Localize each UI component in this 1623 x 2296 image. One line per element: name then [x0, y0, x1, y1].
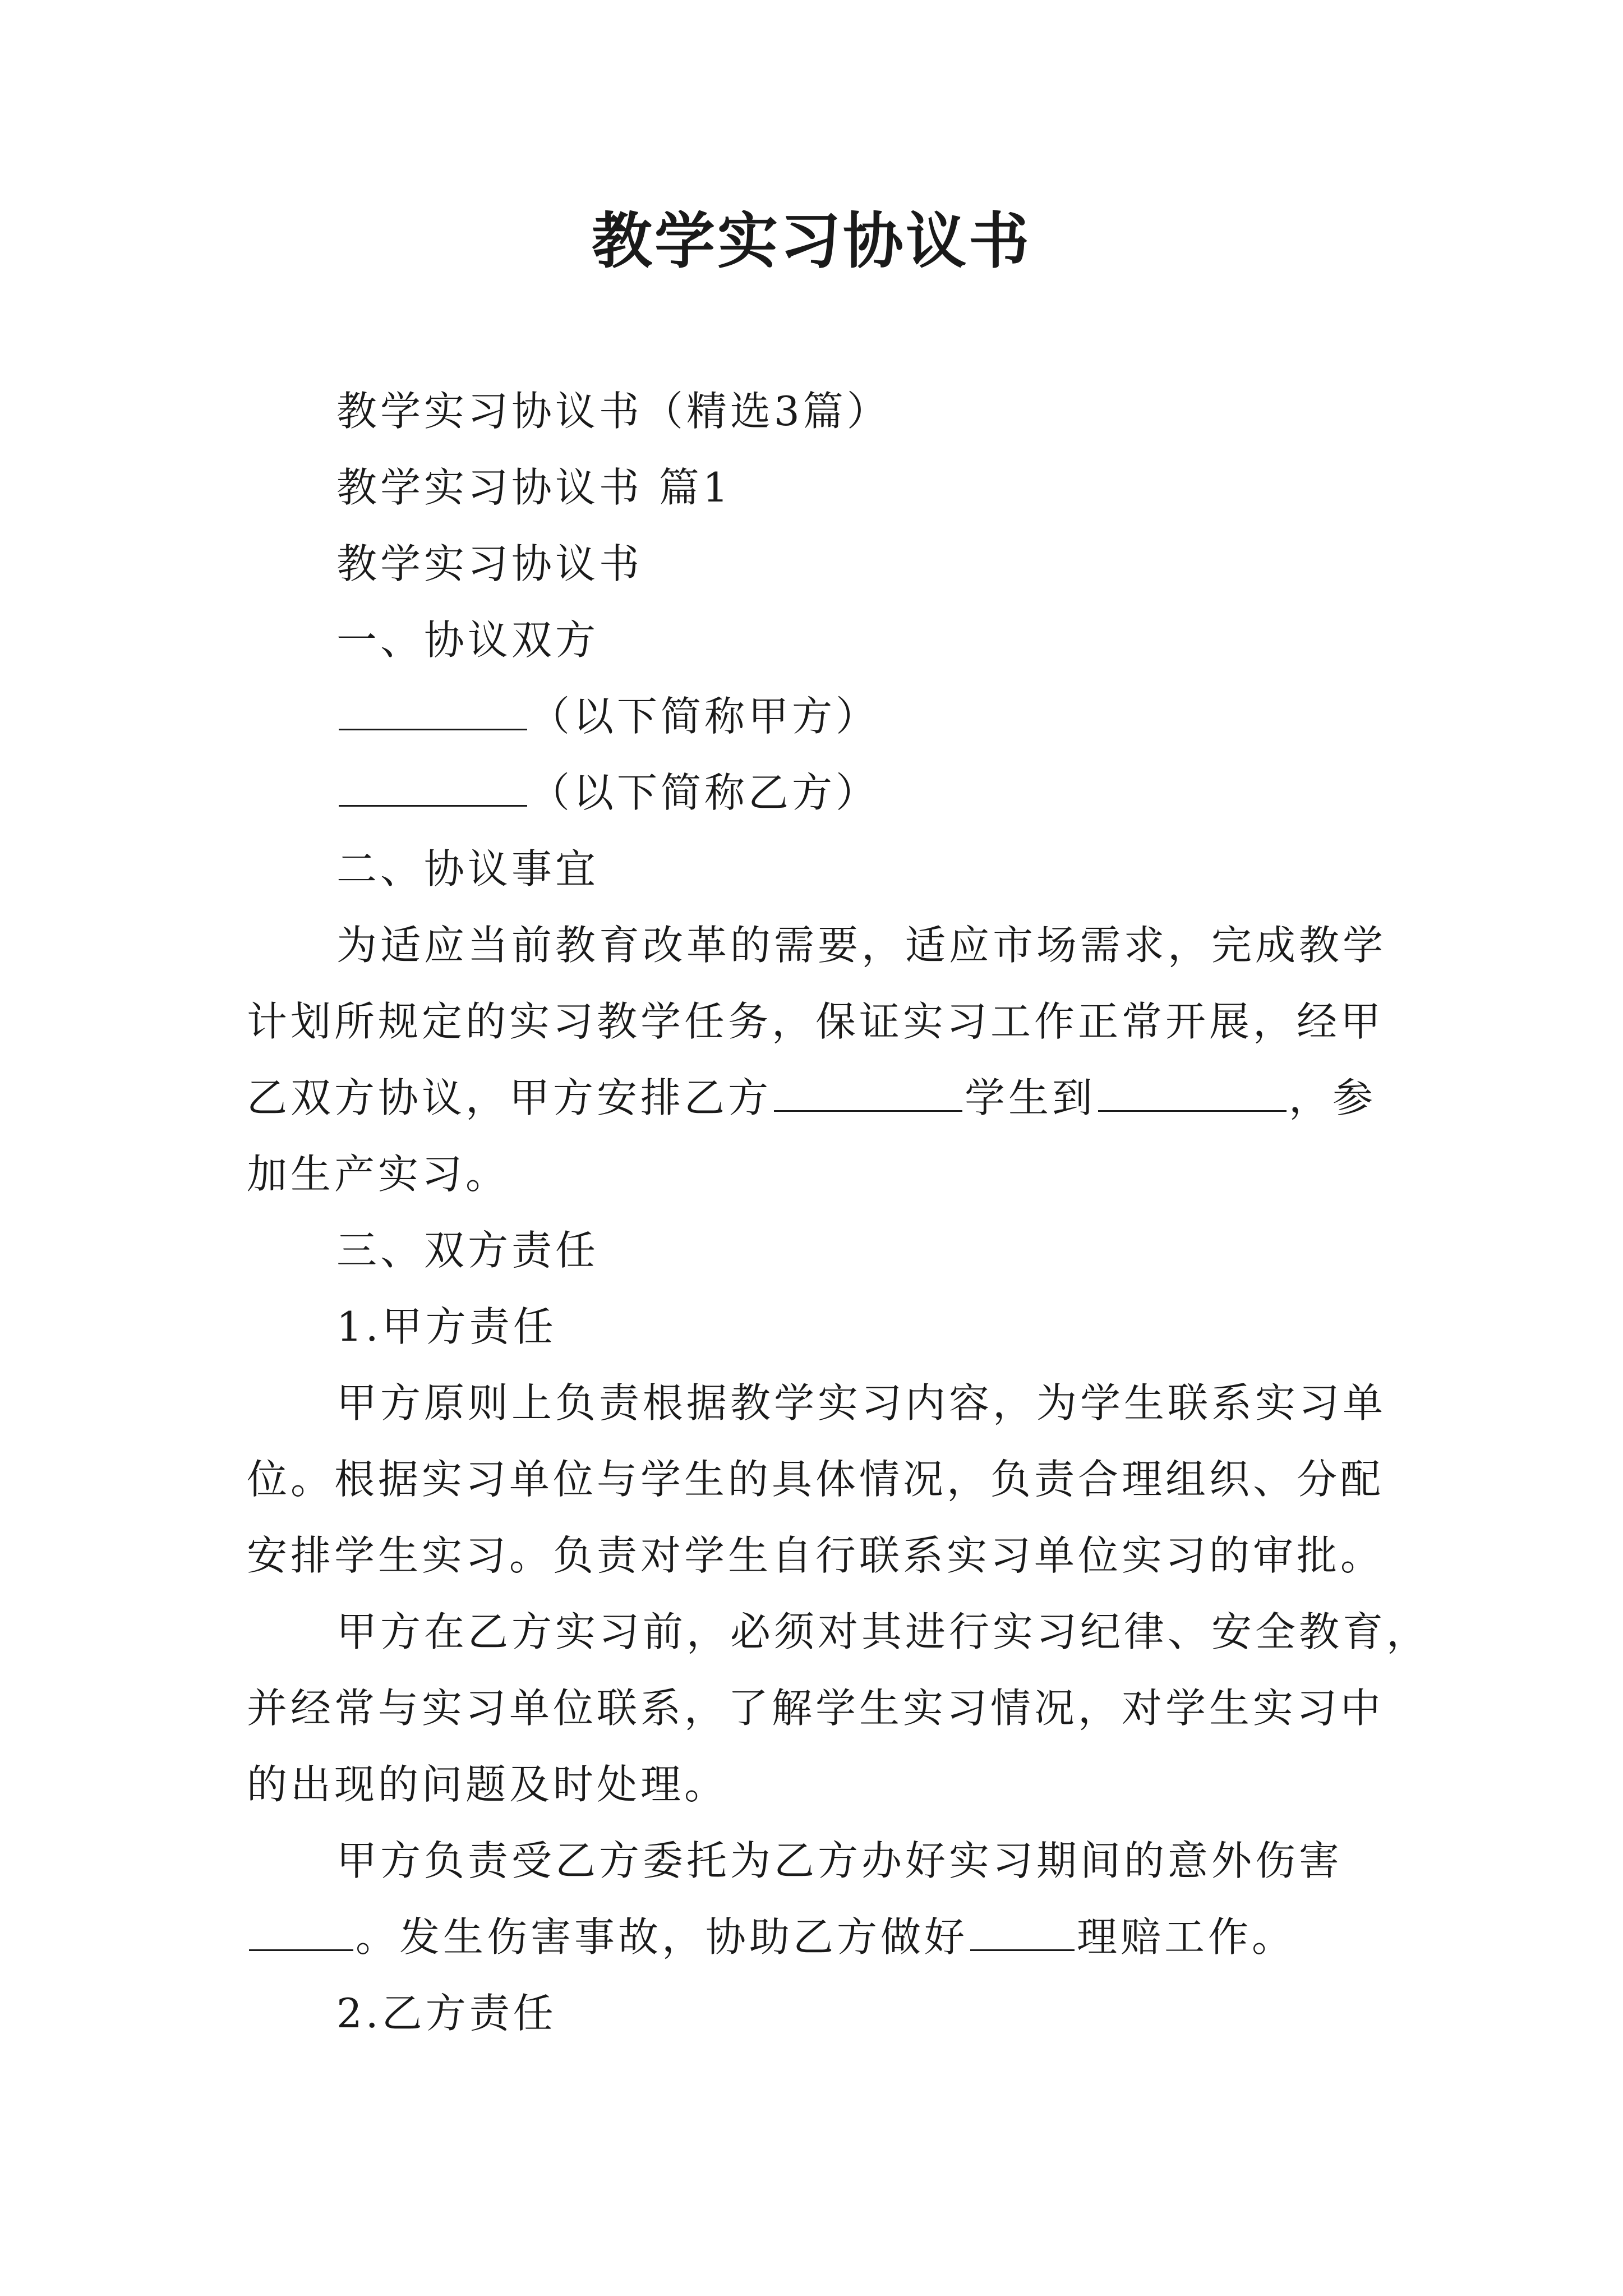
claim-blank	[970, 1910, 1075, 1951]
section-heading-part1: 教学实习协议书 篇1	[336, 464, 732, 511]
paragraph-line: 甲方负责受乙方委托为乙方办好实习期间的意外伤害	[336, 1837, 1343, 1884]
heading-parties: 一、协议双方	[336, 616, 600, 664]
text-segment: 学生到	[965, 1074, 1096, 1121]
text-segment: 乙双方协议，甲方安排乙方	[247, 1074, 772, 1121]
party-b-blank	[339, 766, 527, 807]
paragraph-line: 加生产实习。	[247, 1151, 510, 1198]
paragraph-line: 计划所规定的实习教学任务，保证实习工作正常开展，经甲	[247, 998, 1385, 1045]
subtitle-selected: 教学实习协议书（精选3篇）	[336, 388, 891, 435]
paragraph-line: 甲方在乙方实习前，必须对其进行实习纪律、安全教育，	[336, 1608, 1431, 1655]
text-segment: ，参	[1289, 1074, 1377, 1121]
party-a-blank	[339, 689, 527, 730]
paragraph-line: 安排学生实习。负责对学生自行联系实习单位实习的审批。	[247, 1532, 1385, 1579]
agreement-heading: 教学实习协议书	[336, 540, 643, 587]
paragraph-line: 为适应当前教育改革的需要，适应市场需求，完成教学	[336, 922, 1387, 969]
paragraph-line-with-blanks	[247, 1060, 1391, 1136]
paragraph-line: 并经常与实习单位联系，了解学生实习情况，对学生实习中	[247, 1685, 1385, 1732]
text-segment: 。发生伤害事故，协助乙方做好	[356, 1913, 969, 1961]
paragraph-line-with-blanks	[247, 1899, 1391, 1975]
party-a-line	[247, 678, 1391, 754]
location-blank	[1098, 1071, 1287, 1112]
student-blank	[774, 1071, 962, 1112]
heading-responsibilities: 三、双方责任	[336, 1227, 600, 1274]
heading-matters: 二、协议事宜	[336, 845, 600, 892]
insurance-blank	[249, 1910, 353, 1951]
paragraph-line: 甲方原则上负责根据教学实习内容，为学生联系实习单	[336, 1379, 1387, 1427]
document-body	[247, 373, 1431, 2051]
heading-party-b-responsibility: 2.乙方责任	[336, 1990, 557, 2037]
party-b-line	[247, 754, 1391, 831]
text-segment: 理赔工作。	[1077, 1913, 1296, 1961]
paragraph-line: 的出现的问题及时处理。	[247, 1761, 728, 1808]
paragraph-line: 位。根据实习单位与学生的具体情况，负责合理组织、分配	[247, 1456, 1385, 1503]
document-title: 教学实习协议书	[591, 206, 1031, 277]
party-b-label: （以下简称乙方）	[529, 769, 880, 816]
heading-party-a-responsibility: 1.甲方责任	[336, 1303, 557, 1350]
party-a-label: （以下简称甲方）	[529, 693, 880, 740]
